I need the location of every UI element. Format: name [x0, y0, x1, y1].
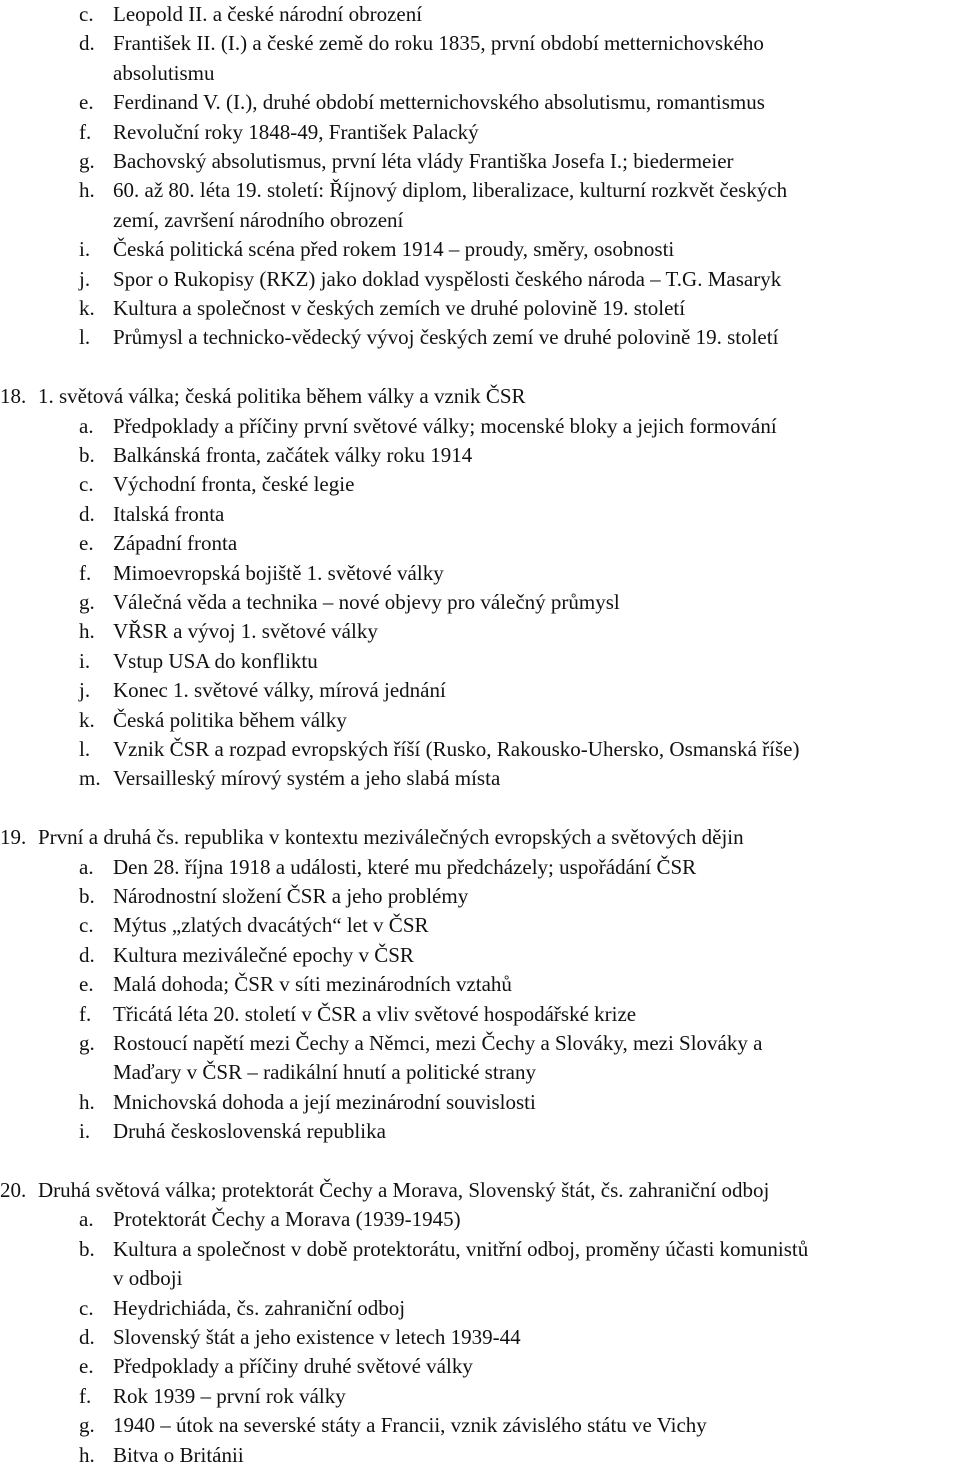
list-item-text: Maďary v ČSR – radikální hnutí a politické strany — [113, 1060, 537, 1085]
list-item-label: a. — [79, 854, 94, 879]
list-item-label: c. — [79, 2, 94, 26]
list-item-text: Bitva o Británii — [113, 1442, 244, 1467]
list-item-label: g. — [79, 590, 95, 614]
list-item-text: Druhá československá republika — [113, 1119, 386, 1144]
list-item-label: f. — [79, 1383, 92, 1408]
list-item-text: Předpoklady a příčiny první světové války; mocenské bloky a jejich formování — [113, 413, 777, 438]
list-item-text: Ferdinand V. (I.), druhé období metternichovského absolutismu, romantismus — [113, 90, 765, 115]
list-item-text: Revoluční roky 1848-49, František Palacký — [113, 119, 479, 144]
list-item-label: h. — [79, 619, 95, 644]
list-item-text: Italská fronta — [113, 501, 225, 526]
list-item-text: Versailleský mírový systém a jeho slabá místa — [113, 766, 501, 791]
list-item-text: Mimoevropská bojiště 1. světové války — [113, 560, 444, 585]
list-item-text: Spor o Rukopisy (RKZ) jako doklad vyspělosti českého národa – T.G. Masaryk — [113, 266, 782, 291]
list-item-label: l. — [79, 737, 91, 761]
list-item-text: Malá dohoda; ČSR v síti mezinárodních vztahů — [113, 972, 512, 997]
list-item-label: m. — [79, 766, 101, 791]
list-item-text: Vznik ČSR a rozpad evropských říší (Rusko, Rakousko-Uhersko, Osmanská říše) — [113, 737, 800, 761]
list-item-text: Předpoklady a příčiny druhé světové války — [113, 1354, 473, 1379]
list-item-text: Válečná věda a technika – nové objevy pro válečný průmysl — [113, 590, 620, 614]
list-item-label: g. — [79, 149, 95, 173]
list-item-label: e. — [79, 1354, 94, 1379]
list-item-text: Mýtus „zlatých dvacátých“ let v ČSR — [113, 913, 429, 938]
list-item-text: Třicátá léta 20. století v ČSR a vliv světové hospodářské krize — [113, 1001, 637, 1026]
list-item-text: Česká politická scéna před rokem 1914 – proudy, směry, osobnosti — [113, 237, 675, 262]
list-item-label: b. — [79, 443, 95, 467]
list-item-label: c. — [79, 913, 94, 938]
section-heading-text: Druhá světová válka; protektorát Čechy a Morava, Slovenský štát, čs. zahraniční odboj — [38, 1178, 770, 1202]
list-item-label: f. — [79, 119, 92, 144]
list-item-label: a. — [79, 1207, 94, 1232]
section-heading-label: 20. — [0, 1178, 27, 1202]
list-item-label: i. — [79, 1119, 91, 1144]
list-item-label: j. — [79, 678, 91, 703]
list-item-text: Rostoucí napětí mezi Čechy a Němci, mezi Čechy a Slováky, mezi Slováky a — [113, 1031, 763, 1055]
list-item-text: Kultura meziválečné epochy v ČSR — [113, 942, 414, 967]
list-item-text: 60. až 80. léta 19. století: Říjnový diplom, liberalizace, kulturní rozkvět českých — [113, 178, 788, 203]
list-item-label: d. — [79, 942, 95, 967]
list-item-label: e. — [79, 531, 94, 556]
list-item-label: d. — [79, 31, 95, 56]
list-item-label: e. — [79, 90, 94, 115]
list-item-text: Slovenský štát a jeho existence v letech 1939-44 — [113, 1325, 521, 1349]
list-item-text: František II. (I.) a české země do roku 1835, první období metternichovského — [113, 31, 764, 56]
list-item-text: Západní fronta — [113, 531, 238, 556]
list-item-label: h. — [79, 1442, 95, 1467]
list-item-label: b. — [79, 1236, 95, 1261]
list-item-text: Průmysl a technicko-vědecký vývoj českých zemí ve druhé polovině 19. století — [113, 325, 779, 350]
list-item-text: Leopold II. a české národní obrození — [113, 2, 423, 26]
list-item-label: h. — [79, 178, 95, 203]
list-item-label: b. — [79, 884, 95, 908]
list-item-label: l. — [79, 325, 91, 350]
list-item-label: e. — [79, 972, 94, 997]
section-heading-label: 18. — [0, 384, 27, 409]
list-item-label: c. — [79, 1295, 94, 1320]
section-heading-label: 19. — [0, 825, 27, 850]
list-item-text: Východní fronta, české legie — [113, 472, 355, 497]
list-item-text: v odboji — [113, 1266, 183, 1291]
list-item-label: h. — [79, 1089, 95, 1114]
list-item-text: Národnostní složení ČSR a jeho problémy — [113, 884, 469, 908]
list-item-text: Balkánská fronta, začátek války roku 1914 — [113, 443, 473, 467]
section-heading-text: 1. světová válka; česká politika během války a vznik ČSR — [38, 384, 526, 409]
list-item-text: Kultura a společnost v době protektorátu, vnitřní odboj, proměny účasti komunistů — [113, 1236, 809, 1261]
list-item-text: absolutismu — [113, 60, 215, 85]
list-item-label: i. — [79, 648, 91, 673]
list-item-text: zemí, završení národního obrození — [113, 207, 404, 232]
list-item-label: j. — [79, 266, 91, 291]
list-item-label: d. — [79, 501, 95, 526]
list-item-text: Kultura a společnost v českých zemích ve druhé polovině 19. století — [113, 296, 686, 320]
list-item-label: i. — [79, 237, 91, 262]
list-item-text: Heydrichiáda, čs. zahraniční odboj — [113, 1295, 406, 1320]
list-item-text: Rok 1939 – první rok války — [113, 1383, 346, 1408]
list-item-label: k. — [79, 707, 95, 732]
section-heading-text: První a druhá čs. republika v kontextu meziválečných evropských a světových dějin — [38, 825, 744, 850]
list-item-label: c. — [79, 472, 94, 497]
list-item-text: 1940 – útok na severské státy a Francii, vznik závislého státu ve Vichy — [113, 1413, 707, 1438]
list-item-label: a. — [79, 413, 94, 438]
list-item-text: Konec 1. světové války, mírová jednání — [113, 678, 446, 703]
list-item-text: Vstup USA do konfliktu — [113, 648, 318, 673]
list-item-label: d. — [79, 1325, 95, 1349]
list-item-label: g. — [79, 1031, 95, 1055]
list-item-label: g. — [79, 1413, 95, 1438]
list-item-text: Bachovský absolutismus, první léta vlády Františka Josefa I.; biedermeier — [113, 149, 734, 173]
list-item-text: Mnichovská dohoda a její mezinárodní souvislosti — [113, 1089, 536, 1114]
list-item-label: f. — [79, 560, 92, 585]
list-item-text: Česká politika během války — [113, 707, 347, 732]
list-item-label: k. — [79, 296, 95, 320]
list-item-text: Den 28. října 1918 a události, které mu předcházely; uspořádání ČSR — [113, 854, 697, 879]
list-item-label: f. — [79, 1001, 92, 1026]
list-item-text: VŘSR a vývoj 1. světové války — [113, 619, 378, 644]
list-item-text: Protektorát Čechy a Morava (1939-1945) — [113, 1207, 461, 1232]
